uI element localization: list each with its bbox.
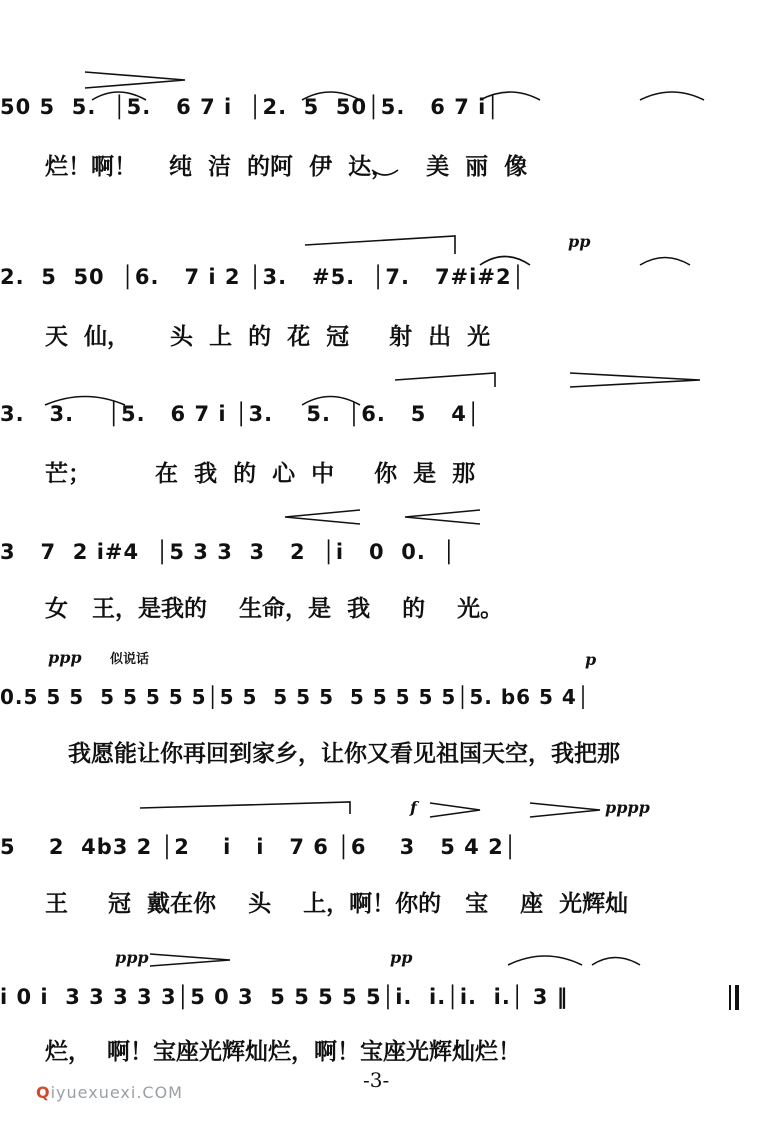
dynamic-mark: f [410,798,417,817]
decrescendo-hairpin [570,373,700,387]
tie-mark [592,958,640,966]
watermark-initial: Q [36,1083,51,1102]
lyrics-line-3: 芒； 在 我 的 心 中 你 是 那 [45,461,476,487]
notation-line-5: 0.5 5 5 5 5 5 5 5│5 5 5 5 5 5 5 5 5 5│5. b6 5 4│ [0,685,590,709]
notation-line-2: 2. 5 50 │6. 7 i 2 │3. #5. │7. 7#i#2│ [0,265,526,289]
dynamic-mark: ppp [115,948,149,967]
tie-mark [508,956,582,965]
crescendo-hairpin [395,373,495,387]
lyrics-line-2: 天 仙， 头 上 的 花 冠 射 出 光 [45,324,491,350]
watermark[interactable] [36,1083,183,1102]
decrescendo-hairpin [150,954,230,966]
slur-mark [640,92,704,100]
notation-line-4: 3 7 2 i#4 │5 3 3 3 2 │i 0 0. │ [0,540,457,564]
lyrics-line-5: 我愿能让你再回到家乡，让你又看见祖国天空，我把那 [68,741,620,767]
notation-line-3: 3. 3. │5. 6 7 i │3. 5. │6. 5 4│ [0,402,481,426]
decrescendo-hairpin [430,803,480,817]
crescendo-hairpin [140,802,350,814]
final-double-barline [730,985,737,1010]
slur-mark [480,257,530,266]
spoken-direction: 似说话 [110,652,150,667]
lyrics-line-7: 烂， 啊！宝座光辉灿烂，啊！宝座光辉灿烂！ [45,1039,522,1065]
slur-mark [640,258,690,266]
page-number: -3- [363,1068,390,1092]
decrescendo-hairpin [285,510,360,524]
lyrics-line-6: 王 冠 戴在你 头 上，啊！你的 宝 座 光辉灿 [45,891,629,917]
notation-line-1: 50 5 5. │5. 6 7 i │2. 5 50│5. 6 7 i│ [0,95,500,119]
lyrics-line-1: 烂！啊！ 纯 洁 的阿 伊 达， 美 丽 像 [45,154,528,180]
dynamic-mark: pppp [605,798,650,817]
lyrics-line-4: 女 王，是我的 生命，是 我 的 光。 [45,596,504,622]
decrescendo-hairpin [530,803,600,817]
watermark-text: iyuexuexi.COM [50,1083,183,1102]
dynamic-mark: p [585,650,597,669]
dynamic-mark: ppp [48,648,82,667]
dynamic-mark: pp [568,232,591,251]
notation-line-6: 5 2 4b3 2 │2 i i 7 6 │6 3 5 4 2│ [0,835,518,859]
dynamic-mark: pp [390,948,413,967]
crescendo-hairpin [305,236,455,254]
decrescendo-hairpin [85,72,185,88]
decrescendo-hairpin [405,510,480,524]
notation-line-7: i 0 i 3 3 3 3 3│5 0 3 5 5 5 5 5│i. i.│i. i.│ 3 ‖ [0,985,569,1009]
